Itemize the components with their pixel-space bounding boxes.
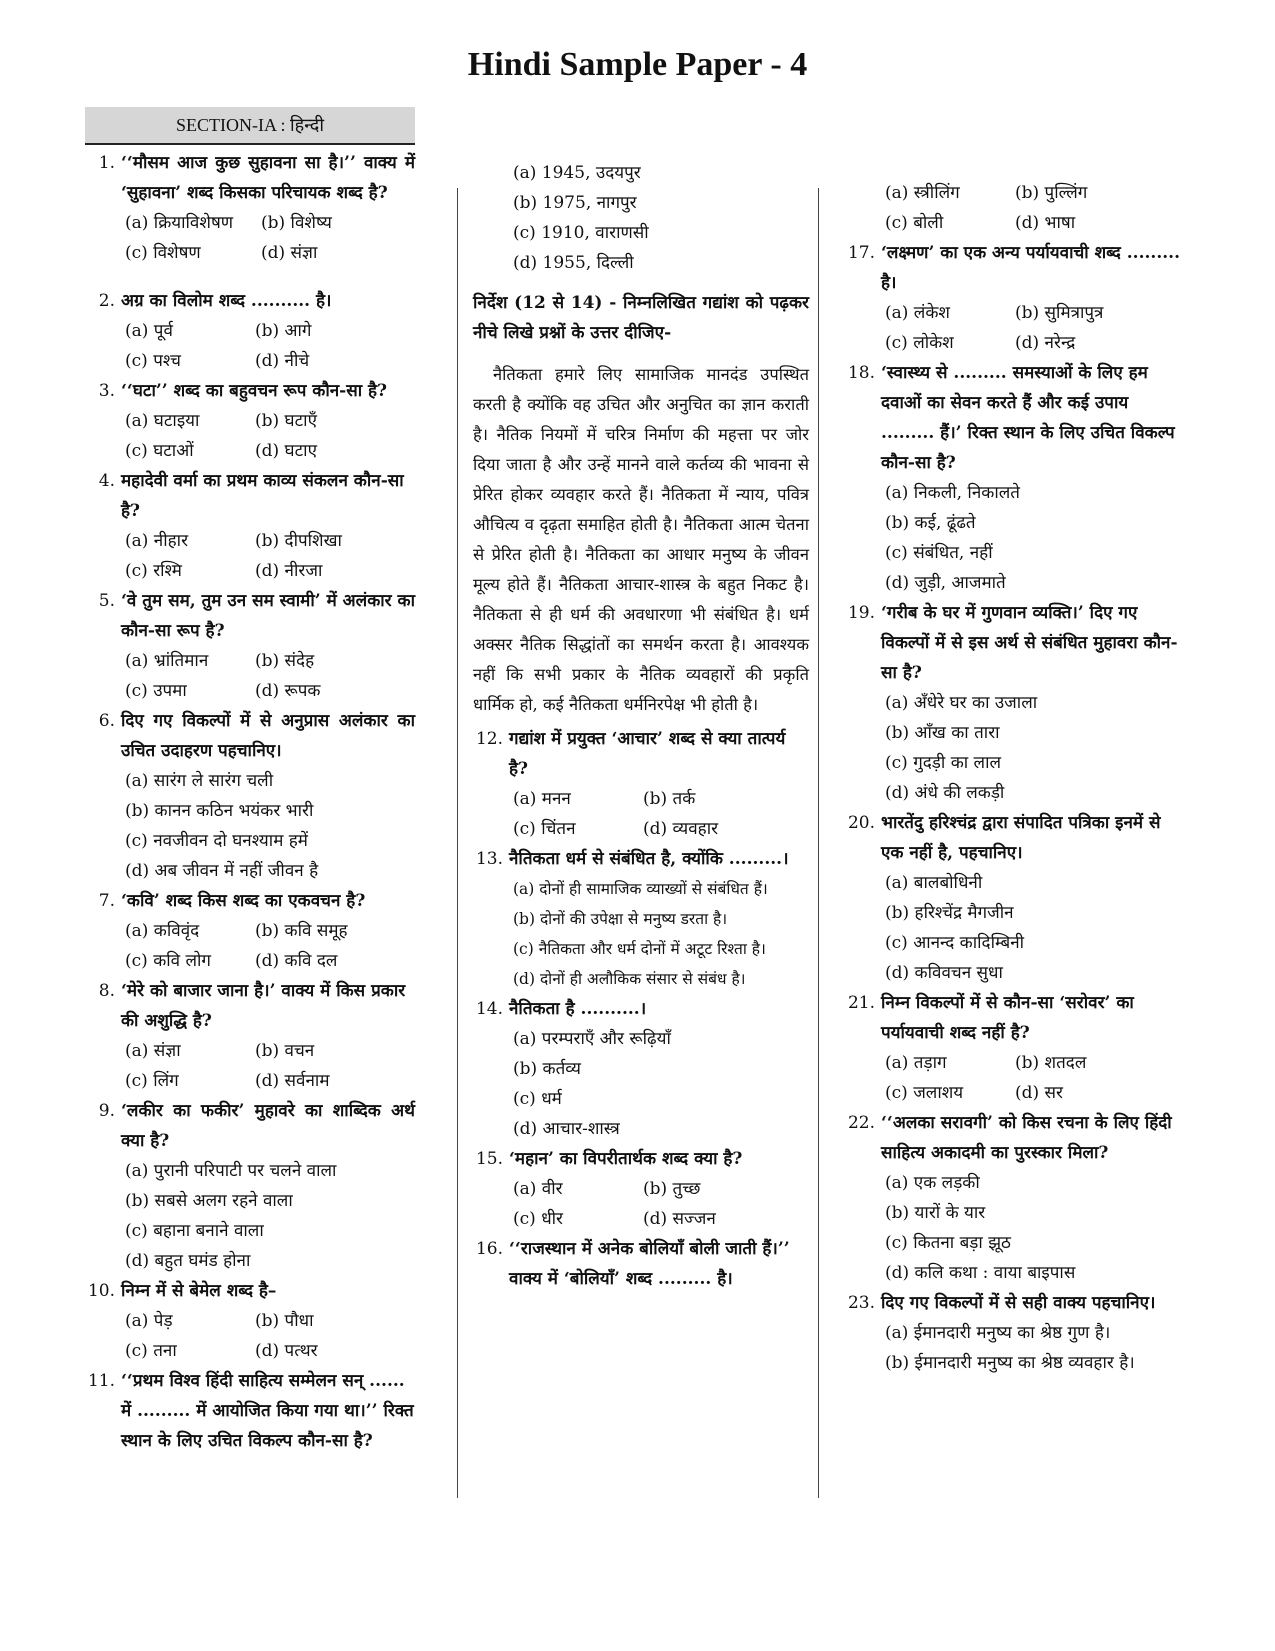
question-15 (473, 1144, 809, 1174)
question-text: ‘महान’ का विपरीतार्थक शब्द क्या है? (509, 1149, 743, 1169)
option: (a) भ्रांतिमान (125, 651, 209, 671)
option: (a) पुरानी परिपाटी पर चलने वाला (125, 1161, 337, 1181)
question-text: दिए गए विकल्पों में से अनुप्रास अलंकार का उचित उदाहरण पहचानिए। (121, 711, 415, 761)
option: (d) अंधे की लकड़ी (885, 783, 1005, 803)
column-3 (845, 178, 1185, 1378)
option: (a) परम्पराएँ और रूढ़ियाँ (513, 1029, 671, 1049)
question-6 (85, 706, 415, 766)
option: (d) सर (1015, 1083, 1063, 1103)
question-12 (473, 724, 809, 784)
option: (a) बालबोधिनी (885, 873, 983, 893)
question-number: 22. (847, 1113, 875, 1133)
option: (d) रूपक (255, 681, 321, 701)
question-number: 11. (87, 1371, 115, 1391)
option: (c) तना (125, 1341, 177, 1361)
question-21 (845, 988, 1185, 1048)
question-number: 10. (87, 1281, 115, 1301)
column-divider (457, 188, 458, 1498)
question-text: ‘लक्ष्मण’ का एक अन्य पर्यायवाची शब्द ......... है। (881, 243, 1181, 293)
option: (a) सारंग ले सारंग चली (125, 771, 274, 791)
question-13 (473, 844, 809, 874)
option: (b) संदेह (255, 651, 315, 671)
option: (d) नीरजा (255, 561, 323, 581)
option: (b) पुल्लिंग (1015, 183, 1088, 203)
option: (b) आँख का तारा (885, 723, 1000, 743)
option: (b) हरिश्चेंद्र मैगजीन (885, 903, 1014, 923)
option: (d) नरेन्द्र (1015, 333, 1076, 353)
option: (b) ईमानदारी मनुष्य का श्रेष्ठ व्यवहार है। (885, 1353, 1135, 1373)
option: (c) विशेषण (125, 243, 201, 263)
question-number: 1. (98, 153, 115, 173)
question-number: 15. (475, 1149, 503, 1169)
question-4 (85, 466, 415, 526)
option: (a) संज्ञा (125, 1041, 181, 1061)
column-divider (818, 188, 819, 1498)
question-text: ‘‘राजस्थान में अनेक बोलियाँ बोली जाती हैं।’’ वाक्य में ‘बोलियाँ’ शब्द ......... है। (509, 1239, 790, 1289)
question-8 (85, 976, 415, 1036)
option: (c) गुदड़ी का लाल (885, 753, 1002, 773)
question-5 (85, 586, 415, 646)
column-1 (85, 148, 415, 1456)
option: (d) 1955, दिल्ली (513, 253, 634, 273)
column-2 (473, 158, 809, 1294)
option: (b) घटाएँ (255, 411, 317, 431)
question-text: ‘कवि’ शब्द किस शब्द का एकवचन है? (121, 891, 366, 911)
option: (d) घटाए (255, 441, 317, 461)
question-22 (845, 1108, 1185, 1168)
option: (b) कई, ढूंढते (885, 513, 976, 533)
option: (c) नैतिकता और धर्म दोनों में अटूट रिश्ता है। (513, 940, 766, 958)
option: (a) पूर्व (125, 321, 173, 341)
option: (a) वीर (513, 1179, 563, 1199)
option: (a) नीहार (125, 531, 189, 551)
option: (b) सबसे अलग रहने वाला (125, 1191, 293, 1211)
question-10 (85, 1276, 415, 1306)
option: (d) बहुत घमंड होना (125, 1251, 251, 1271)
question-number: 3. (98, 381, 115, 401)
option: (d) कलि कथा : वाया बाइपास (885, 1263, 1076, 1283)
option: (a) दोनों ही सामाजिक व्याख्यों से संबंधित हैं। (513, 880, 768, 898)
option: (c) बहाना बनाने वाला (125, 1221, 264, 1241)
option: (a) एक लड़की (885, 1173, 980, 1193)
question-text: अग्र का विलोम शब्द .......... है। (121, 291, 332, 311)
page-title: Hindi Sample Paper - 4 (467, 46, 808, 83)
question-number: 12. (475, 729, 503, 749)
option: (a) पेड़ (125, 1311, 173, 1331)
option: (d) कविवचन सुधा (885, 963, 1003, 983)
option: (c) 1910, वाराणसी (513, 223, 649, 243)
option: (d) भाषा (1015, 213, 1076, 233)
question-number: 8. (98, 981, 115, 1001)
question-text: ‘‘प्रथम विश्व हिंदी साहित्य सम्मेलन सन् ...... में ......... में आयोजित किया गया था।’’ रिक्त स्थान के लिए उचित विकल्प कौन-सा है? (121, 1371, 414, 1451)
question-text: ‘लकीर का फकीर’ मुहावरे का शाब्दिक अर्थ क्या है? (121, 1101, 415, 1151)
question-text: भारतेंदु हरिश्चंद्र द्वारा संपादित पत्रिका इनमें से एक नहीं है, पहचानिए। (881, 813, 1161, 863)
option: (d) पत्थर (255, 1341, 318, 1361)
question-number: 23. (847, 1293, 875, 1313)
option: (d) नीचे (255, 351, 310, 371)
question-text: ‘‘अलका सरावगी’ को किस रचना के लिए हिंदी साहित्य अकादमी का पुरस्कार मिला? (881, 1113, 1172, 1163)
option: (d) संज्ञा (261, 243, 318, 263)
option: (b) दोनों की उपेक्षा से मनुष्य डरता है। (513, 910, 728, 928)
option: (b) विशेष्य (261, 213, 332, 233)
question-text: ‘‘घटा’’ शब्द का बहुवचन रूप कौन-सा है? (121, 381, 388, 401)
question-number: 21. (847, 993, 875, 1013)
option: (a) स्त्रीलिंग (885, 183, 960, 203)
option: (b) यारों के यार (885, 1203, 986, 1223)
question-text: महादेवी वर्मा का प्रथम काव्य संकलन कौन-सा है? (121, 471, 404, 521)
question-number: 13. (475, 849, 503, 869)
option: (c) कवि लोग (125, 951, 212, 971)
option: (d) कवि दल (255, 951, 338, 971)
option: (c) रश्मि (125, 561, 182, 581)
option: (a) लंकेश (885, 303, 950, 323)
option: (a) 1945, उदयपुर (513, 163, 641, 183)
question-9 (85, 1096, 415, 1156)
question-20 (845, 808, 1185, 868)
option: (a) मनन (513, 789, 571, 809)
question-text: ‘मेरे को बाजार जाना है।’ वाक्य में किस प्रकार की अशुद्धि है? (121, 981, 406, 1031)
option: (b) पौधा (255, 1311, 314, 1331)
section-heading: SECTION-IA : हिन्दी (85, 107, 415, 145)
question-number: 20. (847, 813, 875, 833)
option: (b) कानन कठिन भयंकर भारी (125, 801, 314, 821)
question-text: ‘वे तुम सम, तुम उन सम स्वामी’ में अलंकार का कौन-सा रूप है? (121, 591, 415, 641)
question-text: निम्न विकल्पों में से कौन-सा ‘सरोवर’ का पर्यायवाची शब्द नहीं है? (881, 993, 1134, 1043)
question-text: ‘‘मौसम आज कुछ सुहावना सा है।’’ वाक्य में ‘सुहावना’ शब्द किसका परिचायक शब्द है? (121, 153, 415, 203)
question-11 (85, 1366, 415, 1456)
question-number: 5. (98, 591, 115, 611)
question-17 (845, 238, 1185, 298)
question-number: 6. (98, 711, 115, 731)
option: (a) कविवृंद (125, 921, 200, 941)
question-19 (845, 598, 1185, 688)
question-16 (473, 1234, 809, 1294)
option: (d) दोनों ही अलौकिक संसार से संबंध है। (513, 970, 746, 988)
option: (a) क्रियाविशेषण (125, 213, 234, 233)
option: (a) तड़ाग (885, 1053, 947, 1073)
option: (d) जुड़ी, आजमाते (885, 573, 1006, 593)
option: (c) नवजीवन दो घनश्याम हमें (125, 831, 308, 851)
option: (c) बोली (885, 213, 944, 233)
option: (c) लोकेश (885, 333, 954, 353)
option: (a) घटाइया (125, 411, 200, 431)
question-1 (85, 148, 415, 208)
option: (c) कितना बड़ा झूठ (885, 1233, 1011, 1253)
option: (b) आगे (255, 321, 312, 341)
option: (b) दीपशिखा (255, 531, 342, 551)
option: (b) कवि समूह (255, 921, 348, 941)
passage-directive: निर्देश (12 से 14) - निम्नलिखित गद्यांश को पढ़कर नीचे लिखे प्रश्नों के उत्तर दीजिए- (473, 293, 809, 343)
question-text: नैतिकता धर्म से संबंधित है, क्योंकि .........। (509, 849, 789, 869)
passage-text: नैतिकता हमारे लिए सामाजिक मानदंड उपस्थित करती है क्योंकि वह उचित और अनुचित का ज्ञान कराती है। नैतिक नियमों में चरित्र निर्माण की महत्ता पर जोर दिया जाता है और उन्हें मानने वाले कर्तव्य की भावना से प्रेरित होकर व्यवहार करते हैं। नैतिकता में न्याय, पवित्र औचित्य व दृढ़ता समाहित होती है। नैतिकता आत्म चेतना से प्रेरित होती है। नैतिकता का आधार मनुष्य के जीवन मूल्य होते हैं। नैतिकता आचार-शास्त्र के बहुत निकट है। नैतिकता से ही धर्म की अवधारणा भी संबंधित है। धर्म अक्सर नैतिक सिद्धांतों का समर्थन करता है। आवश्यक नहीं कि सभी प्रकार के नैतिक व्यवहारों की प्रकृति धार्मिक हो, कई नैतिकता धर्मनिरपेक्ष भी होती है। (473, 365, 809, 714)
option: (a) अँधेरे घर का उजाला (885, 693, 1038, 713)
question-18 (845, 358, 1185, 478)
option: (b) शतदल (1015, 1053, 1087, 1073)
question-number: 17. (847, 243, 875, 263)
question-text: निम्न में से बेमेल शब्द है– (121, 1281, 277, 1301)
option: (c) संबंधित, नहीं (885, 543, 993, 563)
option: (b) सुमित्रापुत्र (1015, 303, 1104, 323)
option: (c) उपमा (125, 681, 187, 701)
question-text: ‘स्वास्थ्य से ......... समस्याओं के लिए हम दवाओं का सेवन करते हैं और कई उपाय ......... हैं।’ रिक्त स्थान के लिए उचित विकल्प कौन-सा है? (881, 363, 1175, 473)
question-number: 18. (847, 363, 875, 383)
question-number: 4. (98, 471, 115, 491)
question-text: गद्यांश में प्रयुक्त ‘आचार’ शब्द से क्या तात्पर्य है? (509, 729, 786, 779)
option: (b) कर्तव्य (513, 1059, 581, 1079)
question-text: नैतिकता है ..........। (509, 999, 647, 1019)
option: (a) ईमानदारी मनुष्य का श्रेष्ठ गुण है। (885, 1323, 1111, 1343)
question-text: दिए गए विकल्पों में से सही वाक्य पहचानिए। (881, 1293, 1156, 1313)
option: (b) तुच्छ (643, 1179, 701, 1199)
option: (c) जलाशय (885, 1083, 964, 1103)
option: (b) 1975, नागपुर (513, 193, 637, 213)
option: (c) पश्च (125, 351, 181, 371)
question-number: 2. (98, 291, 115, 311)
question-2 (85, 286, 415, 316)
option: (c) धीर (513, 1209, 564, 1229)
option: (c) लिंग (125, 1071, 179, 1091)
question-7 (85, 886, 415, 916)
question-number: 19. (847, 603, 875, 623)
question-23 (845, 1288, 1185, 1318)
question-number: 16. (475, 1239, 503, 1259)
question-14 (473, 994, 809, 1024)
question-number: 9. (98, 1101, 115, 1121)
option: (c) घटाओं (125, 441, 194, 461)
option: (b) तर्क (643, 789, 696, 809)
option: (d) आचार-शास्त्र (513, 1119, 620, 1139)
option: (c) आनन्द कादिम्बिनी (885, 933, 1025, 953)
option: (c) चिंतन (513, 819, 576, 839)
option: (b) वचन (255, 1041, 315, 1061)
option: (d) अब जीवन में नहीं जीवन है (125, 861, 319, 881)
question-3 (85, 376, 415, 406)
question-number: 7. (98, 891, 115, 911)
option: (d) सर्वनाम (255, 1071, 330, 1091)
question-number: 14. (475, 999, 503, 1019)
option: (a) निकली, निकालते (885, 483, 1020, 503)
option: (d) सज्जन (643, 1209, 716, 1229)
option: (c) धर्म (513, 1089, 562, 1109)
option: (d) व्यवहार (643, 819, 719, 839)
question-text: ‘गरीब के घर में गुणवान व्यक्ति।’ दिए गए विकल्पों में से इस अर्थ से संबंधित मुहावरा कौन-सा है? (881, 603, 1178, 683)
